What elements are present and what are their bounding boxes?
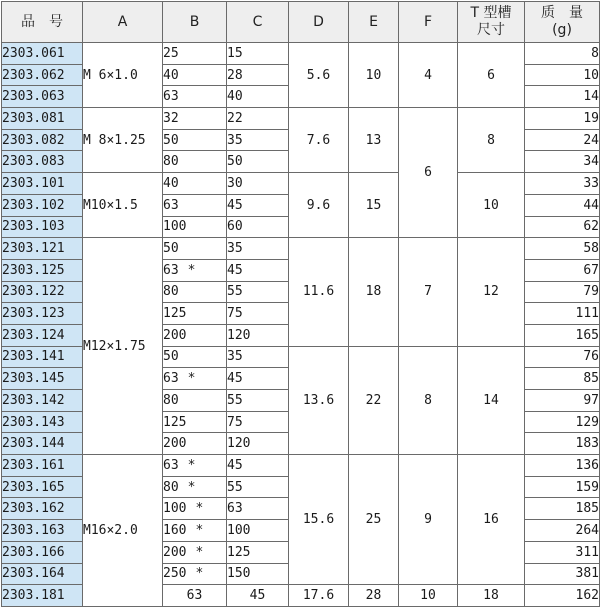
part-code: 2303.123 — [2, 303, 83, 325]
dim-e: 25 — [349, 455, 399, 585]
dim-b: 25 — [163, 43, 227, 65]
dim-b: 63 — [163, 86, 227, 108]
thread-size: M 6×1.0 — [83, 43, 163, 108]
dim-e: 18 — [349, 238, 399, 346]
dim-e: 13 — [349, 108, 399, 173]
dim-c: 35 — [227, 238, 289, 260]
thread-size: M12×1.75 — [83, 238, 163, 455]
dim-b: 100 — [163, 216, 227, 238]
part-code: 2303.143 — [2, 411, 83, 433]
dim-c: 120 — [227, 324, 289, 346]
part-code: 2303.121 — [2, 238, 83, 260]
part-code: 2303.145 — [2, 368, 83, 390]
header-weight — [525, 2, 600, 43]
dim-b: 63 — [163, 585, 227, 607]
dim-b: 50 — [163, 238, 227, 260]
dim-b: 200 — [163, 433, 227, 455]
header-t-slot — [458, 2, 525, 43]
dim-b: 63 * — [163, 368, 227, 390]
dim-c: 55 — [227, 476, 289, 498]
dim-c: 50 — [227, 151, 289, 173]
dim-f: 10 — [399, 585, 458, 607]
part-code: 2303.082 — [2, 129, 83, 151]
weight: 185 — [525, 498, 600, 520]
part-code: 2303.062 — [2, 64, 83, 86]
part-code: 2303.163 — [2, 520, 83, 542]
thread-size: M16×2.0 — [83, 455, 163, 607]
t-slot-size: 8 — [458, 108, 525, 173]
dim-b: 40 — [163, 64, 227, 86]
dim-c: 55 — [227, 281, 289, 303]
weight: 79 — [525, 281, 600, 303]
dim-b: 125 — [163, 411, 227, 433]
part-code: 2303.142 — [2, 390, 83, 412]
weight: 97 — [525, 390, 600, 412]
t-slot-size: 6 — [458, 43, 525, 108]
weight: 136 — [525, 455, 600, 477]
dim-e: 10 — [349, 43, 399, 108]
part-code: 2303.165 — [2, 476, 83, 498]
weight: 129 — [525, 411, 600, 433]
part-code: 2303.122 — [2, 281, 83, 303]
dim-b: 80 * — [163, 476, 227, 498]
dim-b: 125 — [163, 303, 227, 325]
dim-d: 5.6 — [289, 43, 349, 108]
dim-d: 9.6 — [289, 173, 349, 238]
dim-c: 35 — [227, 346, 289, 368]
weight: 62 — [525, 216, 600, 238]
thread-size: M 8×1.25 — [83, 108, 163, 173]
weight: 85 — [525, 368, 600, 390]
dim-e: 28 — [349, 585, 399, 607]
dim-d: 17.6 — [289, 585, 349, 607]
part-code: 2303.162 — [2, 498, 83, 520]
part-code: 2303.102 — [2, 194, 83, 216]
dim-b: 200 — [163, 324, 227, 346]
t-slot-size: 16 — [458, 455, 525, 585]
dim-b: 80 — [163, 281, 227, 303]
dim-c: 63 — [227, 498, 289, 520]
dim-c: 60 — [227, 216, 289, 238]
weight: 111 — [525, 303, 600, 325]
asterisk-mark: * — [195, 544, 204, 560]
header-a: A — [83, 2, 163, 43]
dim-b: 80 — [163, 390, 227, 412]
part-code: 2303.164 — [2, 563, 83, 585]
asterisk-mark: * — [195, 501, 204, 517]
dim-b: 100 * — [163, 498, 227, 520]
dim-c: 45 — [227, 259, 289, 281]
t-slot-size: 18 — [458, 585, 525, 607]
dim-b: 160 * — [163, 520, 227, 542]
header-part-no: 品 号 — [2, 2, 83, 43]
dim-b: 40 — [163, 173, 227, 195]
dim-b: 250 * — [163, 563, 227, 585]
header-c: C — [227, 2, 289, 43]
part-code: 2303.125 — [2, 259, 83, 281]
header-e: E — [349, 2, 399, 43]
asterisk-mark: * — [187, 457, 196, 473]
weight: 162 — [525, 585, 600, 607]
dim-d: 13.6 — [289, 346, 349, 454]
dim-c: 150 — [227, 563, 289, 585]
dim-b: 63 * — [163, 259, 227, 281]
dim-b: 50 — [163, 129, 227, 151]
weight: 8 — [525, 43, 600, 65]
dim-c: 15 — [227, 43, 289, 65]
weight: 381 — [525, 563, 600, 585]
thread-size: M10×1.5 — [83, 173, 163, 238]
dim-c: 40 — [227, 86, 289, 108]
weight: 24 — [525, 129, 600, 151]
asterisk-mark: * — [195, 566, 204, 582]
dim-c: 120 — [227, 433, 289, 455]
dim-b: 32 — [163, 108, 227, 130]
header-b: B — [163, 2, 227, 43]
header-weight-line2: (g) — [552, 22, 572, 38]
part-code: 2303.061 — [2, 43, 83, 65]
dim-b: 200 * — [163, 541, 227, 563]
table-row — [2, 108, 600, 130]
dim-e: 22 — [349, 346, 399, 454]
table-row — [2, 238, 600, 260]
dim-c: 35 — [227, 129, 289, 151]
dim-f: 8 — [399, 346, 458, 454]
table-row — [2, 43, 600, 65]
dim-f: 7 — [399, 238, 458, 346]
weight: 10 — [525, 64, 600, 86]
dim-d: 7.6 — [289, 108, 349, 173]
part-code: 2303.081 — [2, 108, 83, 130]
part-code: 2303.103 — [2, 216, 83, 238]
part-code: 2303.083 — [2, 151, 83, 173]
dim-d: 11.6 — [289, 238, 349, 346]
dim-e: 15 — [349, 173, 399, 238]
t-slot-size: 14 — [458, 346, 525, 454]
weight: 44 — [525, 194, 600, 216]
dim-c: 125 — [227, 541, 289, 563]
dim-c: 45 — [227, 368, 289, 390]
weight: 34 — [525, 151, 600, 173]
dim-c: 55 — [227, 390, 289, 412]
table-row — [2, 173, 600, 195]
part-code: 2303.141 — [2, 346, 83, 368]
weight: 67 — [525, 259, 600, 281]
weight: 311 — [525, 541, 600, 563]
part-code: 2303.181 — [2, 585, 83, 607]
weight: 33 — [525, 173, 600, 195]
dim-c: 45 — [227, 455, 289, 477]
weight: 183 — [525, 433, 600, 455]
part-code: 2303.166 — [2, 541, 83, 563]
header-d: D — [289, 2, 349, 43]
dim-c: 22 — [227, 108, 289, 130]
dim-b: 63 — [163, 194, 227, 216]
spec-table — [1, 1, 600, 607]
dim-c: 45 — [227, 585, 289, 607]
header-f: F — [399, 2, 458, 43]
dim-f: 6 — [399, 108, 458, 238]
dim-d: 15.6 — [289, 455, 349, 585]
dim-c: 30 — [227, 173, 289, 195]
dim-b: 63 * — [163, 455, 227, 477]
dim-b: 80 — [163, 151, 227, 173]
dim-c: 75 — [227, 411, 289, 433]
dim-c: 45 — [227, 194, 289, 216]
asterisk-mark: * — [187, 371, 196, 387]
weight: 19 — [525, 108, 600, 130]
t-slot-size: 10 — [458, 173, 525, 238]
part-code: 2303.124 — [2, 324, 83, 346]
part-code: 2303.101 — [2, 173, 83, 195]
weight: 159 — [525, 476, 600, 498]
dim-b: 50 — [163, 346, 227, 368]
dim-f: 9 — [399, 455, 458, 585]
header-row — [2, 2, 600, 43]
asterisk-mark: * — [195, 522, 204, 538]
asterisk-mark: * — [187, 262, 196, 278]
weight: 76 — [525, 346, 600, 368]
weight: 264 — [525, 520, 600, 542]
part-code: 2303.144 — [2, 433, 83, 455]
t-slot-size: 12 — [458, 238, 525, 346]
table-row — [2, 455, 600, 477]
header-t-slot-line2: 尺寸 — [477, 22, 505, 38]
dim-c: 100 — [227, 520, 289, 542]
dim-c: 75 — [227, 303, 289, 325]
part-code: 2303.063 — [2, 86, 83, 108]
header-weight-line1: 质 量 — [541, 5, 583, 21]
dim-f: 4 — [399, 43, 458, 108]
weight: 58 — [525, 238, 600, 260]
header-t-slot-line1: T 型槽 — [470, 5, 512, 21]
part-code: 2303.161 — [2, 455, 83, 477]
dim-c: 28 — [227, 64, 289, 86]
asterisk-mark: * — [187, 479, 196, 495]
weight: 14 — [525, 86, 600, 108]
weight: 165 — [525, 324, 600, 346]
